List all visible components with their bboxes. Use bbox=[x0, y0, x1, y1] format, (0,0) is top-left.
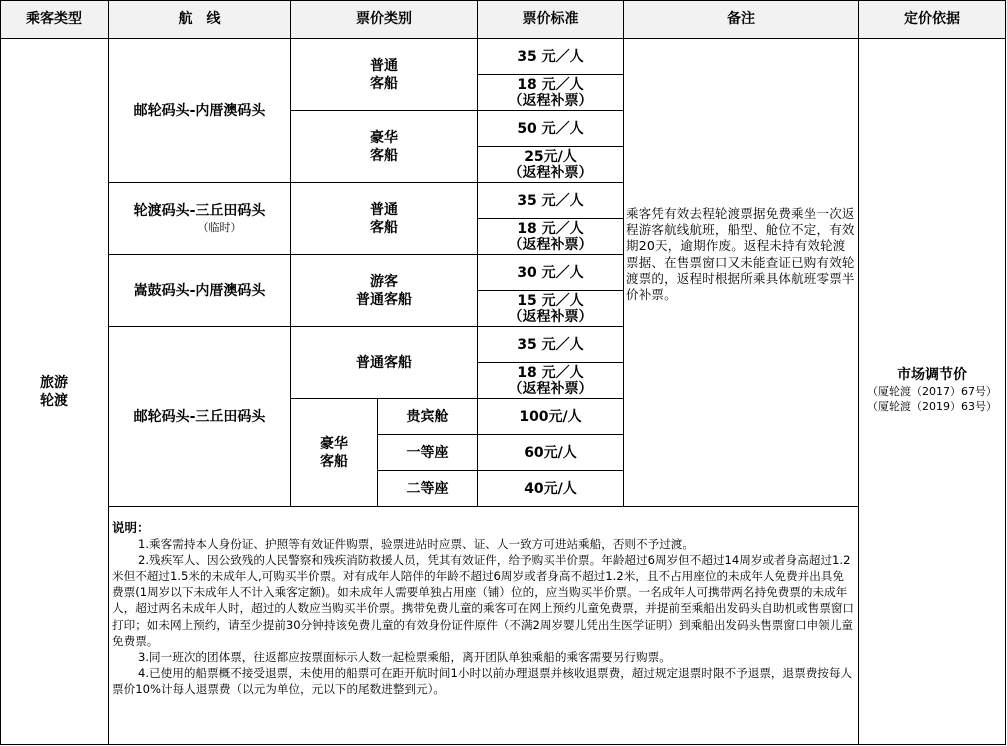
fare-r4-first: 60元/人 bbox=[524, 444, 577, 461]
notes-title: 说明： bbox=[112, 520, 150, 535]
fare-amount: 18 元／人 bbox=[517, 364, 584, 381]
notes-section bbox=[112, 520, 854, 697]
category-r4-luxury bbox=[291, 399, 377, 506]
header-route: 航 线 bbox=[178, 11, 221, 27]
category-line: 豪华 bbox=[370, 129, 398, 146]
category-line: 客船 bbox=[370, 219, 398, 236]
category-line: 豪华 bbox=[320, 435, 348, 452]
fare-amount: 15 元／人 bbox=[517, 292, 584, 309]
category-line: 客船 bbox=[320, 453, 348, 470]
category-line: 游客 bbox=[370, 273, 398, 290]
route-4: 邮轮码头-三丘田码头 bbox=[133, 408, 266, 425]
route-1: 邮轮码头-内厝澳码头 bbox=[133, 102, 266, 119]
route-2-name: 轮渡码头-三丘田码头 bbox=[133, 203, 266, 219]
fare-r2-ordinary-return bbox=[478, 219, 623, 254]
fare-r1-ordinary: 35 元／人 bbox=[517, 48, 584, 65]
fare-amount: 18 元／人 bbox=[517, 220, 584, 237]
remarks-text: 乘客凭有效去程轮渡票据免费乘坐一次返程游客航线航班，船型、舱位不定，有效期20天，逾期作废。返程未持有效轮渡票据、在售票窗口又未能查证已购有效轮渡票的，返程时根据所乘具体航班零票半价补票。 bbox=[626, 206, 855, 303]
note-item: 1.乘客需持本人身份证、护照等有效证件购票，验票进站时应票、证、人一致方可进站乘船，否则不予过渡。 bbox=[138, 537, 694, 552]
fare-r1-ordinary-return bbox=[478, 75, 623, 110]
header-passenger-type: 乘客类型 bbox=[26, 11, 82, 27]
note-item: 2.残疾军人、因公致残的人民警察和残疾消防救援人员，凭其有效证件，给予购买半价票。年龄超过6周岁但不超过14周岁或者身高超过1.2米但不超过1.5米的未成年人,可购买半价票。对有成年人陪伴的年龄不超过6周岁或者身高不超过1.2米，且不占用座位的未成年人免费并出具免费票(1周岁以下未成年人不计入乘客定额)。如未成年人需要单独占用座（铺）位的，应当购买半价票。一名成年人可携带两名持免费票的未成年人，超过两名未成年人时，超过的人数应当购买半价票。携带免费儿童的乘客可在网上预约儿童免费票，并提前至乘船出发码头自助机或售票窗口打印；如未网上预约，请至少提前30分钟持该免费儿童的有效身份证件原件（不满2周岁婴儿凭出生医学证明）到乘船出发码头售票窗口申领儿童免费票。 bbox=[112, 553, 855, 648]
category-r2-ordinary bbox=[291, 183, 477, 254]
category-vip-cabin: 贵宾舱 bbox=[406, 408, 449, 425]
category-line: 普通 bbox=[370, 201, 398, 218]
note-item: 4.已使用的船票概不接受退票，未使用的船票可在距开航时间1小时以前办理退票并核收退票费，超过规定退票时限不予退票，退票费按每人票价10%计每人退票费（以元为单位，元以下的尾数进整到元）。 bbox=[112, 665, 853, 696]
category-r1-ordinary bbox=[291, 39, 477, 110]
pricing-basis-title: 市场调节价 bbox=[897, 367, 967, 383]
route-2 bbox=[109, 183, 290, 254]
passenger-type-line2: 轮渡 bbox=[40, 393, 68, 409]
return-ticket-note: （返程补票） bbox=[508, 236, 593, 253]
fare-r3-tourist-return bbox=[478, 291, 623, 326]
fare-amount: 18 元／人 bbox=[517, 76, 584, 93]
pricing-basis-doc2: （厦轮渡（2019）63号） bbox=[867, 400, 997, 413]
header-fare-category: 票价类别 bbox=[356, 11, 412, 27]
return-ticket-note: （返程补票） bbox=[508, 92, 593, 109]
category-line: 客船 bbox=[370, 75, 398, 92]
route-3: 嵩鼓码头-内厝澳码头 bbox=[133, 282, 266, 299]
fare-r4-ordinary-return bbox=[478, 363, 623, 398]
category-r1-luxury bbox=[291, 111, 477, 182]
category-first-class: 一等座 bbox=[406, 444, 449, 461]
fare-r4-ordinary: 35 元／人 bbox=[517, 336, 584, 353]
fare-r1-luxury: 50 元／人 bbox=[517, 120, 584, 137]
fare-r3-tourist: 30 元／人 bbox=[517, 264, 584, 281]
fare-r1-luxury-return bbox=[478, 147, 623, 182]
fare-amount: 25元/人 bbox=[524, 148, 577, 165]
header-pricing-basis: 定价依据 bbox=[904, 11, 960, 27]
header-fare-standard: 票价标准 bbox=[522, 11, 579, 27]
fare-r4-vip: 100元/人 bbox=[519, 408, 582, 425]
pricing-basis-doc1: （厦轮渡（2017）67号） bbox=[867, 385, 997, 398]
fare-r2-ordinary: 35 元／人 bbox=[517, 192, 584, 209]
return-ticket-note: （返程补票） bbox=[508, 164, 593, 181]
category-r3-tourist bbox=[291, 255, 477, 326]
return-ticket-note: （返程补票） bbox=[508, 308, 593, 325]
passenger-type-cell bbox=[0, 39, 108, 745]
passenger-type-line1: 旅游 bbox=[40, 375, 68, 391]
category-line: 客船 bbox=[370, 147, 398, 164]
category-line: 普通 bbox=[370, 57, 398, 74]
pricing-basis-cell bbox=[859, 360, 1005, 420]
note-item: 3.同一班次的团体票，往返都应按票面标示人数一起检票乘船，离开团队单独乘船的乘客需要另行购票。 bbox=[138, 649, 671, 664]
header-remarks: 备注 bbox=[727, 11, 755, 27]
fare-r4-second: 40元/人 bbox=[524, 480, 577, 497]
route-2-temporary: （临时） bbox=[197, 221, 242, 234]
category-second-class: 二等座 bbox=[406, 480, 449, 497]
return-ticket-note: （返程补票） bbox=[508, 380, 593, 397]
category-line: 普通客船 bbox=[356, 291, 412, 308]
category-r4-ordinary-ship: 普通客船 bbox=[356, 354, 412, 371]
